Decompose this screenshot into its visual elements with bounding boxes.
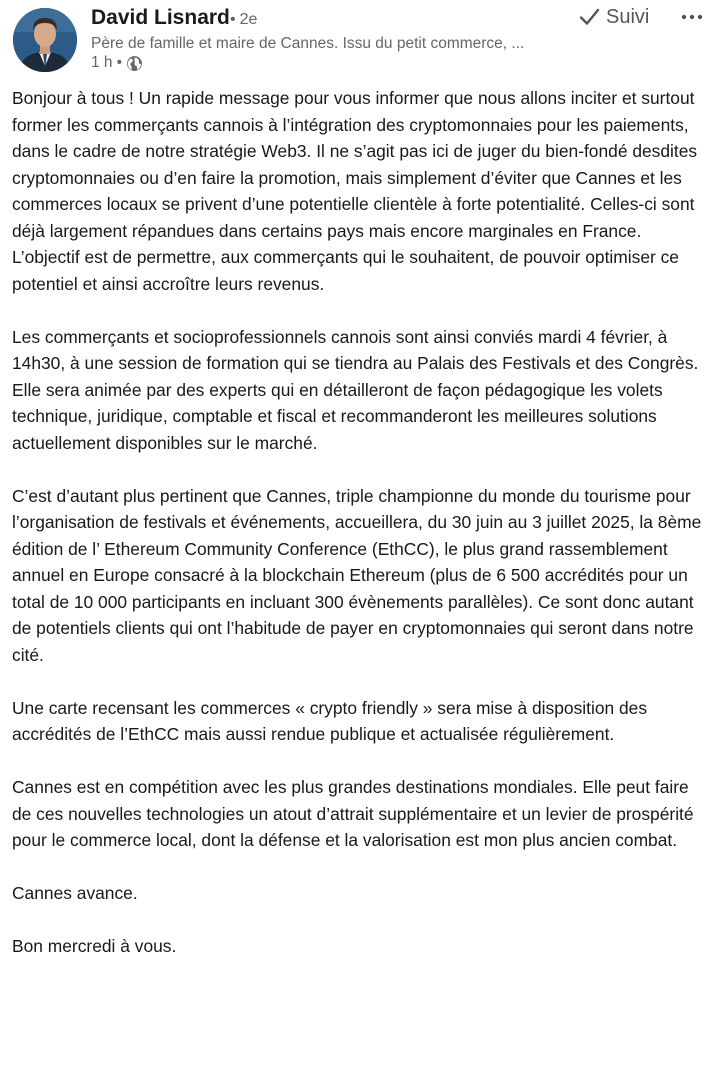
post-paragraph: Bon mercredi à vous. [12,936,177,956]
more-options-icon[interactable] [680,8,704,26]
separator-dot: • [230,11,236,28]
post-meta [91,53,143,73]
degree-label: 2e [239,11,258,28]
post-paragraph: Cannes est en compétition avec les plus grandes destinations mondiales. Elle peut faire de ces nouvelles technologies un atout d’attrait supplémentaire et un levier de prospérité pour le commerce local, dont la défense et la valorisation est mon plus ancien combat. [12,777,694,850]
post-header [0,0,716,80]
post-text [12,85,712,986]
post-paragraph: Bonjour à tous ! Un rapide message pour vous informer que nous allons inciter et surtout former les commerçants cannois à l’intégration des cryptomonnaies pour les paiements, dans le cadre de notre stratégie Web3. Il ne s’agit pas ici de juger du bien-fondé desdites cryptomonnaies ou d’en faire la promotion, mais simplement d’éviter que Cannes et les commerces locaux se privent d’une potentielle clientèle à forte potentialité. Celles-ci sont déjà largement répandues dans certains pays mais encore marginales en France. L’objectif est de permettre, aux commerçants qui le souhaitent, de pouvoir optimiser ce potentiel et ainsi accroître leurs revenus. [12,88,698,294]
author-headline: Père de famille et maire de Cannes. Issu du petit commerce, ... [91,35,525,52]
post-paragraph: Une carte recensant les commerces « crypto friendly » sera mise à disposition des accrédités de l’EthCC mais aussi rendue publique et actualisée régulièrement. [12,697,648,744]
post-paragraph: C’est d’autant plus pertinent que Cannes, triple championne du monde du tourisme pour l’organisation de festivals et événements, accueillera, du 30 juin au 3 juillet 2025, la 8ème édition de l’ Ethereum Community Conference (EthCC), le plus grand rassemblement annuel en Europe consacré à la blockchain Ethereum (plus de 6 500 accrédités pour un total de 10 000 participants en incluant 300 évènements parallèles). Ce sont donc autant de potentiels clients qui ont l’habitude de payer en cryptomonnaies qui seront dans notre cité. [12,485,702,665]
following-button[interactable] [578,3,649,31]
globe-icon [126,55,143,72]
separator-dot: • [116,54,122,71]
following-label: Suivi [606,5,650,28]
author-name[interactable]: David Lisnard [91,6,230,29]
post-paragraph: Cannes avance. [12,883,138,903]
check-icon [578,6,600,28]
connection-degree [230,10,257,30]
post-time: 1 h [91,54,113,71]
avatar[interactable] [13,8,77,72]
post-paragraph: Les commerçants et socioprofessionnels cannois sont ainsi conviés mardi 4 février, à 14h30, à une session de formation qui se tiendra au Palais des Festivals et des Congrès. Elle sera animée par des experts qui en détailleront de façon pédagogique les volets technique, juridique, comptable et fiscal et recommanderont les meilleures solutions actuellement disponibles sur le marché. [12,326,699,453]
